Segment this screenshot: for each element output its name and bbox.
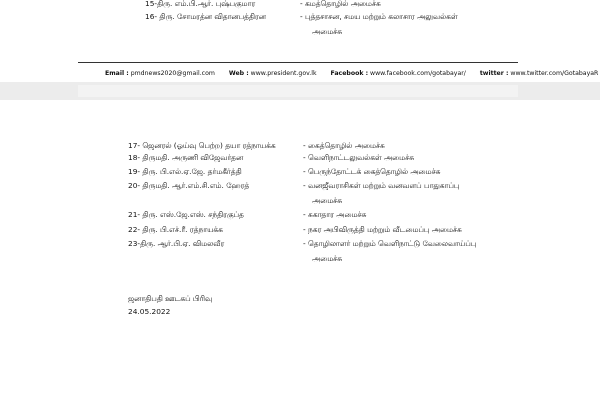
contact-footer xyxy=(105,70,598,77)
appointee-21-name: 21- திரு. எஸ்.ஜே.எஸ். சந்திரகுப்த xyxy=(128,210,244,219)
page-break-inner xyxy=(78,85,518,97)
appointee-23-ministry: - தொழிலாளர் மற்றும் வெளிநாட்டு வேலைவாய்ப்பு xyxy=(303,239,477,248)
email-label: Email : xyxy=(105,70,129,77)
email-link[interactable]: pmdnews2020@gmail.com xyxy=(130,70,215,77)
appointee-16-name: 16- திரு. சோமரத்ன விதானபத்திரன xyxy=(145,12,266,21)
appointee-22-ministry: - நகர அபிவிருத்தி மற்றும் வீடமைப்பு அமைச்சு xyxy=(303,225,462,234)
twitter-link[interactable]: www.twitter.com/GotabayaR xyxy=(510,70,599,77)
appointee-23-name: 23-திரு. ஆர்.பி.ஏ. விமலவீர xyxy=(128,239,225,248)
appointee-20-name: 20- திருமதி. ஆர்.எம்.சி.எம். ஹேரத் xyxy=(128,181,250,190)
web-label: Web : xyxy=(228,70,249,77)
twitter-label: twitter : xyxy=(479,70,509,77)
issue-date: 24.05.2022 xyxy=(128,307,171,316)
appointee-22-name: 22- திரு. பி.எச்.ரீ. ரத்நாயக்க xyxy=(128,225,223,234)
appointee-15-name: 15-திரு. எம்.பி.ஆர். புஷ்பகுமார xyxy=(145,0,256,8)
issuing-office: ஜனாதிபதி ஊடகப் பிரிவு xyxy=(128,294,213,303)
appointee-20-ministry: - வனஜீவராசிகள் மற்றும் வனவளப் பாதுகாப்பு xyxy=(303,181,460,190)
appointee-19-name: 19- திரு. பி.எல்.ஏ.ஜே. தர்மகீர்த்தி xyxy=(128,167,242,176)
appointee-18-name: 18- திருமதி. அருணி விஜேவர்தன xyxy=(128,153,244,162)
appointee-20-ministry-cont: அமைச்சு xyxy=(312,196,343,205)
appointee-17-name: 17- ஜெனரல் (ஓய்வு பெற்ற) தயா ரத்நாயக்க xyxy=(128,141,276,150)
appointee-21-ministry: - சுகாதார அமைச்சு xyxy=(303,210,367,219)
facebook-label: Facebook : xyxy=(330,70,369,77)
web-link[interactable]: www.president.gov.lk xyxy=(250,70,317,77)
appointee-15-ministry: - கமத்தொழில் அமைச்சு xyxy=(300,0,381,8)
footer-divider xyxy=(78,62,518,63)
appointee-19-ministry: - பெருந்தோட்டக் கைத்தொழில் அமைச்சு xyxy=(303,167,441,176)
appointee-17-ministry: - கைத்தொழில் அமைச்சு xyxy=(303,141,385,150)
appointee-18-ministry: - வெளிநாட்டலுவல்கள் அமைச்சு xyxy=(303,153,415,162)
facebook-link[interactable]: www.facebook.com/gotabayar/ xyxy=(370,70,466,77)
appointee-16-ministry: - புத்தசாசன, சமய மற்றும் கலாசார அலுவல்கள் xyxy=(300,12,458,21)
appointee-16-ministry-cont: அமைச்சு xyxy=(312,27,343,36)
appointee-23-ministry-cont: அமைச்சு xyxy=(312,254,343,263)
